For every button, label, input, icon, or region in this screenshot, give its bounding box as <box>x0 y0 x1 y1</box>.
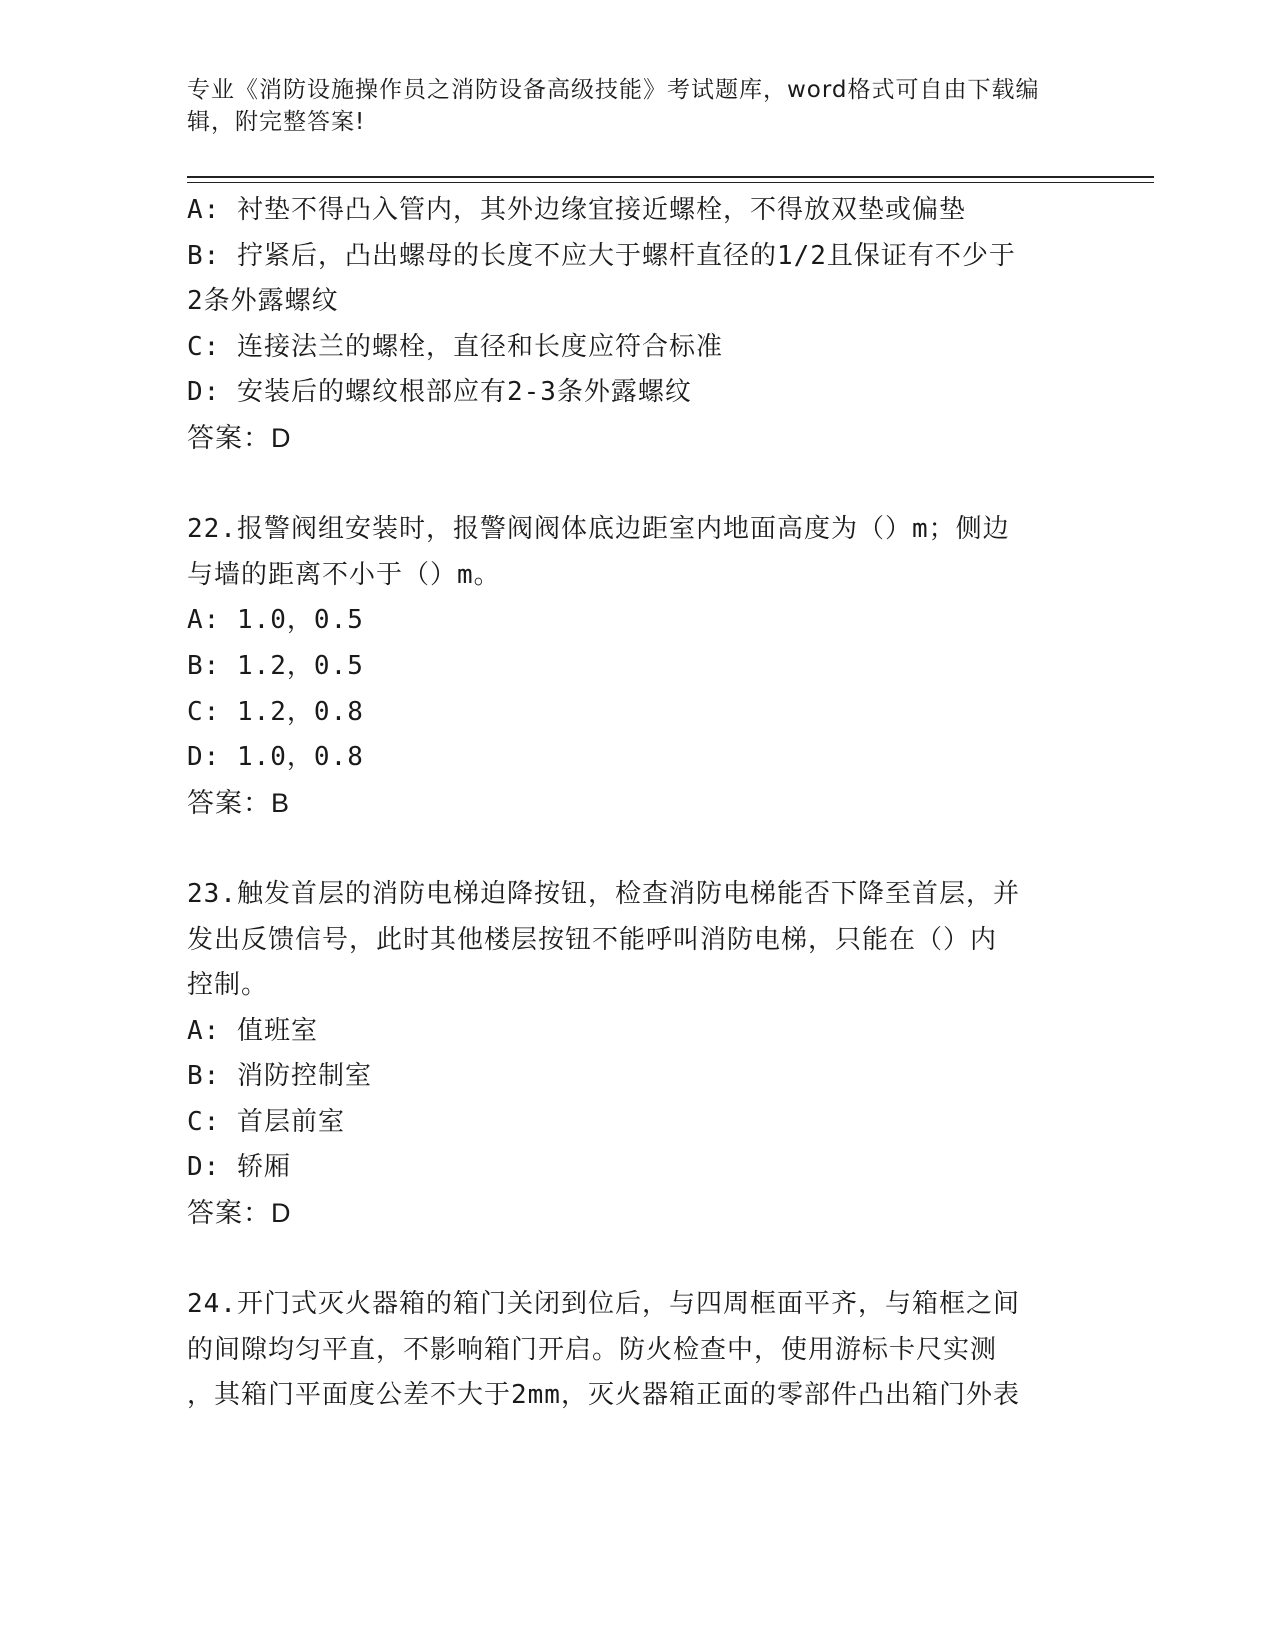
question-22 <box>187 507 1087 826</box>
option-b: B: 1.2，0.5 <box>187 650 364 681</box>
header-divider-thick <box>187 176 1154 178</box>
question-text: 23.触发首层的消防电梯迫降按钮，检查消防电梯能否下降至首层，并 <box>187 878 1020 909</box>
question-text: 发出反馈信号，此时其他楼层按钮不能呼叫消防电梯，只能在（）内 <box>187 924 998 955</box>
header-line-1: 专业《消防设施操作员之消防设备高级技能》考试题库，word格式可自由下载编 <box>187 77 1040 103</box>
answer: 答案：D <box>187 1198 292 1229</box>
question-text: 的间隙均匀平直，不影响箱门开启。防火检查中，使用游标卡尺实测 <box>187 1334 998 1365</box>
question-23 <box>187 872 1087 1237</box>
option-b-cont: 2条外露螺纹 <box>187 286 339 317</box>
question-text: 与墙的距离不小于（）m。 <box>187 559 501 590</box>
option-a: A: 1.0，0.5 <box>187 605 364 636</box>
option-b: B: 消防控制室 <box>187 1061 372 1092</box>
question-24 <box>187 1282 1087 1419</box>
option-c: C: 1.2，0.8 <box>187 696 364 727</box>
header-divider-thin <box>187 182 1154 183</box>
option-c: C: 首层前室 <box>187 1106 345 1137</box>
document-header <box>187 74 1087 138</box>
option-d: D: 1.0，0.8 <box>187 742 364 773</box>
question-21 <box>187 188 1087 462</box>
option-a: A: 值班室 <box>187 1015 318 1046</box>
option-d: D: 轿厢 <box>187 1152 291 1183</box>
question-text: 22.报警阀组安装时，报警阀阀体底边距室内地面高度为（）m；侧边 <box>187 514 1010 545</box>
option-d: D: 安装后的螺纹根部应有2-3条外露螺纹 <box>187 377 692 408</box>
header-line-2: 辑，附完整答案! <box>187 109 366 135</box>
answer: 答案：D <box>187 422 292 453</box>
option-c: C: 连接法兰的螺栓，直径和长度应符合标准 <box>187 331 723 362</box>
question-text: ，其箱门平面度公差不大于2mm，灭火器箱正面的零部件凸出箱门外表 <box>187 1380 1020 1411</box>
answer: 答案：B <box>187 787 291 818</box>
option-a: A: 衬垫不得凸入管内，其外边缘宜接近螺栓，不得放双垫或偏垫 <box>187 195 966 225</box>
option-b: B: 拧紧后，凸出螺母的长度不应大于螺杆直径的1/2且保证有不少于 <box>187 240 1016 271</box>
question-list <box>187 188 1087 1419</box>
question-text: 24.开门式灭火器箱的箱门关闭到位后，与四周框面平齐，与箱框之间 <box>187 1289 1020 1320</box>
question-text: 控制。 <box>187 970 269 1001</box>
